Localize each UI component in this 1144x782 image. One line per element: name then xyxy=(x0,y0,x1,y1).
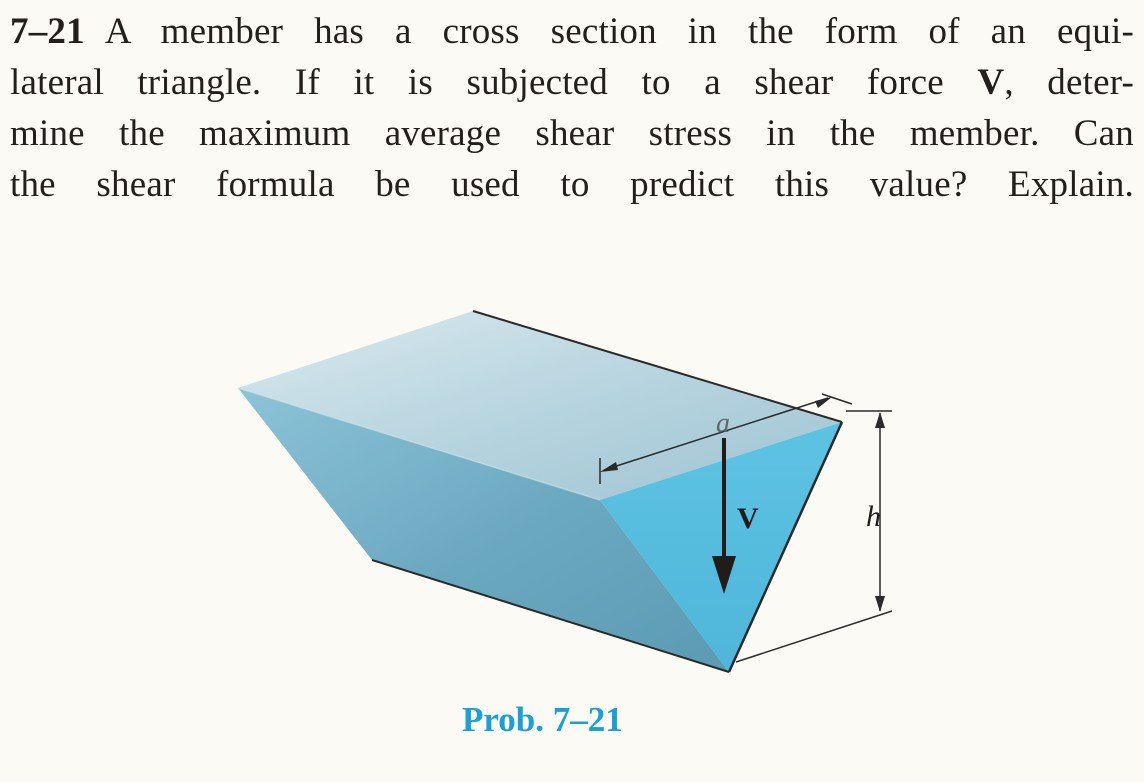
figure-caption: Prob. 7–21 xyxy=(462,700,623,739)
label-h: h xyxy=(866,500,881,533)
problem-text-line-2b: , deter- xyxy=(1004,62,1134,103)
label-a: a xyxy=(716,408,730,439)
shear-force-symbol: V xyxy=(977,62,1005,103)
problem-line-3: mine the maximum average shear stress in the member. Can xyxy=(10,113,1134,154)
problem-line-4: the shear formula be used to predict this value? Explain. xyxy=(10,164,1134,205)
label-V: V xyxy=(737,502,759,535)
problem-text-line-1: A member has a cross section in the form of an equi- xyxy=(104,11,1134,52)
problem-number: 7–21 xyxy=(10,11,85,52)
dim-h-arrow-bottom xyxy=(875,596,885,612)
problem-text-line-2a: lateral triangle. If it is subjected to a shear force xyxy=(10,62,978,103)
dim-h-arrow-top xyxy=(875,412,885,428)
dim-h-bottom-ext xyxy=(736,611,892,662)
dim-a-arrow-right xyxy=(815,397,832,408)
